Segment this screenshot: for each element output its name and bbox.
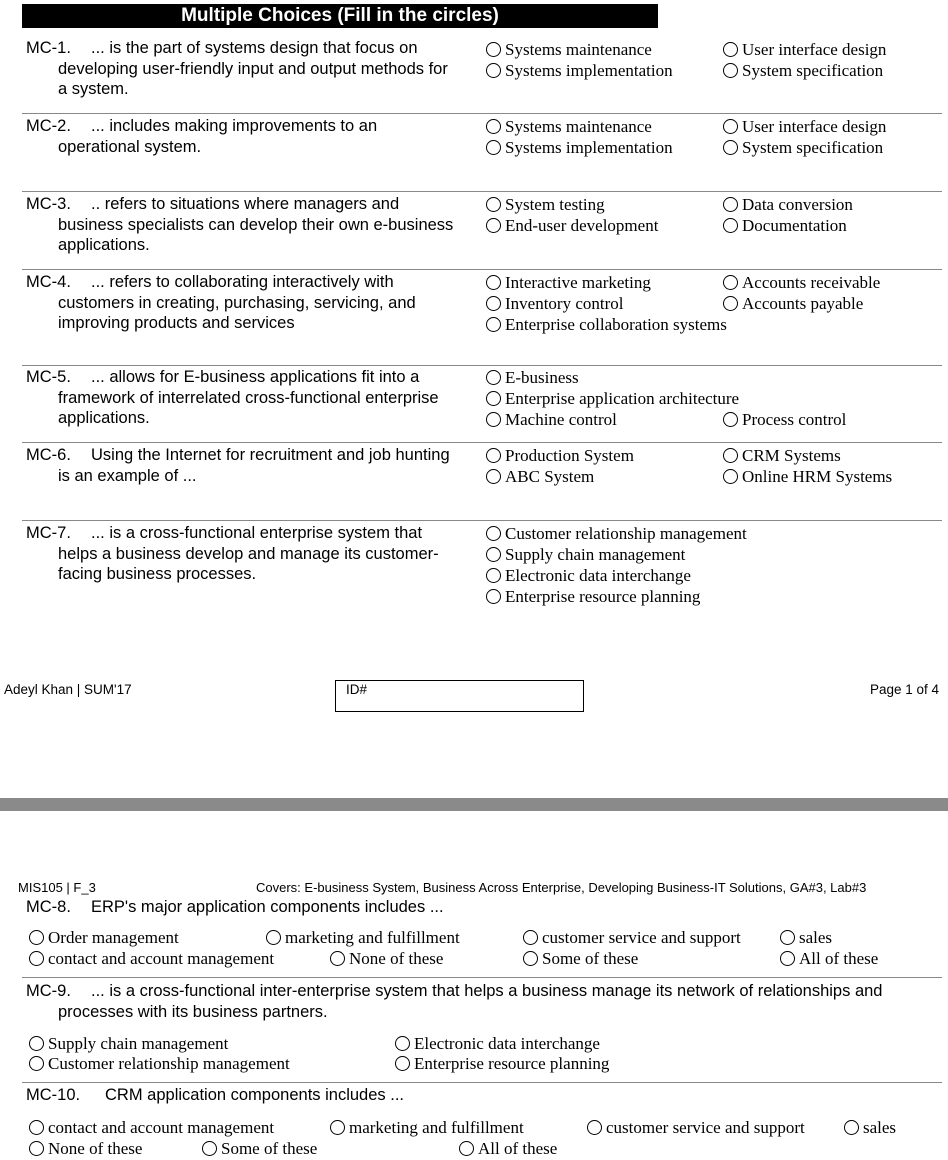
question-number: MC-6.	[26, 446, 71, 464]
option[interactable]: Online HRM Systems	[723, 466, 892, 487]
divider	[22, 113, 942, 114]
radio-circle-icon[interactable]	[486, 119, 501, 134]
option[interactable]: None of these	[29, 1138, 142, 1159]
question-number: MC-8.	[26, 898, 71, 916]
divider	[22, 191, 942, 192]
option[interactable]: customer service and support	[587, 1117, 805, 1138]
footer-author: Adeyl Khan | SUM'17	[4, 682, 132, 697]
question-text: ERP's major application components includes ...	[91, 898, 444, 916]
id-input[interactable]	[335, 680, 584, 712]
radio-circle-icon[interactable]	[395, 1056, 410, 1071]
radio-circle-icon[interactable]	[486, 412, 501, 427]
question-number: MC-3.	[26, 195, 71, 213]
radio-circle-icon[interactable]	[486, 275, 501, 290]
divider	[22, 977, 942, 978]
question-text: ... allows for E-business applications fit into a framework of interrelated cross-functional enterprise applications.	[58, 368, 439, 427]
option[interactable]: All of these	[780, 948, 878, 969]
radio-circle-icon[interactable]	[330, 1120, 345, 1135]
radio-circle-icon[interactable]	[486, 526, 501, 541]
question-text: ... refers to collaborating interactively with customers in creating, purchasing, servicing, and improving products and services	[58, 273, 416, 332]
radio-circle-icon[interactable]	[486, 140, 501, 155]
option[interactable]: marketing and fulfillment	[266, 927, 460, 948]
radio-circle-icon[interactable]	[486, 197, 501, 212]
option[interactable]: Supply chain management	[29, 1033, 228, 1054]
radio-circle-icon[interactable]	[459, 1141, 474, 1156]
option[interactable]: Enterprise application architecture	[486, 388, 739, 409]
option[interactable]: Order management	[29, 927, 179, 948]
id-label: ID#	[346, 682, 368, 697]
option[interactable]: Interactive marketing	[486, 272, 651, 293]
radio-circle-icon[interactable]	[723, 63, 738, 78]
option[interactable]: Systems maintenance	[486, 39, 652, 60]
radio-circle-icon[interactable]	[844, 1120, 859, 1135]
option[interactable]: Some of these	[202, 1138, 317, 1159]
radio-circle-icon[interactable]	[330, 951, 345, 966]
option[interactable]: All of these	[459, 1138, 557, 1159]
option[interactable]: Systems maintenance	[486, 116, 652, 137]
divider	[22, 365, 942, 366]
radio-circle-icon[interactable]	[486, 391, 501, 406]
radio-circle-icon[interactable]	[723, 140, 738, 155]
option[interactable]: Systems implementation	[486, 60, 673, 81]
radio-circle-icon[interactable]	[723, 275, 738, 290]
option[interactable]: Supply chain management	[486, 544, 685, 565]
radio-circle-icon[interactable]	[202, 1141, 217, 1156]
course-code: MIS105 | F_3	[18, 880, 96, 895]
option[interactable]: Electronic data interchange	[395, 1033, 600, 1054]
option[interactable]: Accounts receivable	[723, 272, 880, 293]
radio-circle-icon[interactable]	[395, 1036, 410, 1051]
question-text: ... includes making improvements to an operational system.	[58, 117, 378, 156]
divider	[22, 442, 942, 443]
radio-circle-icon[interactable]	[780, 951, 795, 966]
option[interactable]: ABC System	[486, 466, 594, 487]
radio-circle-icon[interactable]	[486, 317, 501, 332]
option[interactable]: contact and account management	[29, 1117, 274, 1138]
radio-circle-icon[interactable]	[587, 1120, 602, 1135]
radio-circle-icon[interactable]	[723, 296, 738, 311]
radio-circle-icon[interactable]	[29, 1120, 44, 1135]
radio-circle-icon[interactable]	[486, 448, 501, 463]
page-separator	[0, 798, 948, 811]
section-header: Multiple Choices (Fill in the circles)	[22, 4, 658, 28]
option[interactable]: Machine control	[486, 409, 617, 430]
divider	[22, 520, 942, 521]
option[interactable]: sales	[844, 1117, 896, 1138]
question-text: ... is the part of systems design that focus on developing user-friendly input and output methods for a system.	[58, 39, 448, 98]
option[interactable]: Enterprise resource planning	[395, 1053, 609, 1074]
option[interactable]: User interface design	[723, 116, 886, 137]
covers-line: Covers: E-business System, Business Across Enterprise, Developing Business-IT Solutions, GA#3, Lab#3	[256, 880, 867, 895]
question-number: MC-7.	[26, 524, 71, 542]
radio-circle-icon[interactable]	[523, 930, 538, 945]
option[interactable]: contact and account management	[29, 948, 274, 969]
radio-circle-icon[interactable]	[723, 218, 738, 233]
radio-circle-icon[interactable]	[486, 469, 501, 484]
option[interactable]: CRM Systems	[723, 445, 841, 466]
radio-circle-icon[interactable]	[29, 1056, 44, 1071]
option[interactable]: None of these	[330, 948, 443, 969]
option[interactable]: Electronic data interchange	[486, 565, 691, 586]
option[interactable]: Enterprise collaboration systems	[486, 314, 727, 335]
option[interactable]: Process control	[723, 409, 846, 430]
radio-circle-icon[interactable]	[486, 568, 501, 583]
radio-circle-icon[interactable]	[29, 951, 44, 966]
radio-circle-icon[interactable]	[486, 296, 501, 311]
option[interactable]: sales	[780, 927, 832, 948]
option[interactable]: System specification	[723, 137, 883, 158]
option[interactable]: Accounts payable	[723, 293, 863, 314]
question-number: MC-10.	[26, 1086, 81, 1104]
option[interactable]: marketing and fulfillment	[330, 1117, 524, 1138]
radio-circle-icon[interactable]	[486, 218, 501, 233]
option[interactable]: Documentation	[723, 215, 847, 236]
option[interactable]: Enterprise resource planning	[486, 586, 700, 607]
page-number: Page 1 of 4	[869, 682, 939, 697]
question-text: CRM application components includes ...	[105, 1086, 404, 1104]
option[interactable]: Customer relationship management	[29, 1053, 290, 1074]
radio-circle-icon[interactable]	[29, 930, 44, 945]
option[interactable]: customer service and support	[523, 927, 741, 948]
option[interactable]: End-user development	[486, 215, 658, 236]
divider	[22, 1082, 942, 1083]
option[interactable]: E-business	[486, 367, 579, 388]
option[interactable]: Systems implementation	[486, 137, 673, 158]
radio-circle-icon[interactable]	[486, 42, 501, 57]
option[interactable]: Customer relationship management	[486, 523, 747, 544]
radio-circle-icon[interactable]	[723, 412, 738, 427]
question-text: .. refers to situations where managers and business specialists can develop their own e-business applications.	[58, 195, 454, 254]
option[interactable]: Inventory control	[486, 293, 624, 314]
option[interactable]: Production System	[486, 445, 634, 466]
question-text: ... is a cross-functional inter-enterprise system that helps a business manage its network of relationships and processes with its business partners.	[58, 982, 883, 1021]
radio-circle-icon[interactable]	[523, 951, 538, 966]
radio-circle-icon[interactable]	[29, 1036, 44, 1051]
radio-circle-icon[interactable]	[723, 197, 738, 212]
radio-circle-icon[interactable]	[723, 119, 738, 134]
question-text: Using the Internet for recruitment and job hunting is an example of ...	[58, 446, 450, 485]
radio-circle-icon[interactable]	[486, 370, 501, 385]
question-number: MC-5.	[26, 368, 71, 386]
radio-circle-icon[interactable]	[486, 589, 501, 604]
radio-circle-icon[interactable]	[780, 930, 795, 945]
option[interactable]: System testing	[486, 194, 605, 215]
question-number: MC-2.	[26, 117, 71, 135]
question-number: MC-1.	[26, 39, 71, 57]
option[interactable]: Some of these	[523, 948, 638, 969]
radio-circle-icon[interactable]	[723, 469, 738, 484]
question-text: ... is a cross-functional enterprise system that helps a business develop and manage its customer-facing business processes.	[58, 524, 439, 583]
radio-circle-icon[interactable]	[266, 930, 281, 945]
radio-circle-icon[interactable]	[29, 1141, 44, 1156]
radio-circle-icon[interactable]	[723, 42, 738, 57]
option[interactable]: User interface design	[723, 39, 886, 60]
option[interactable]: System specification	[723, 60, 883, 81]
option[interactable]: Data conversion	[723, 194, 853, 215]
question-number: MC-4.	[26, 273, 71, 291]
radio-circle-icon[interactable]	[486, 547, 501, 562]
divider	[22, 269, 942, 270]
question-number: MC-9.	[26, 982, 71, 1000]
radio-circle-icon[interactable]	[486, 63, 501, 78]
radio-circle-icon[interactable]	[723, 448, 738, 463]
